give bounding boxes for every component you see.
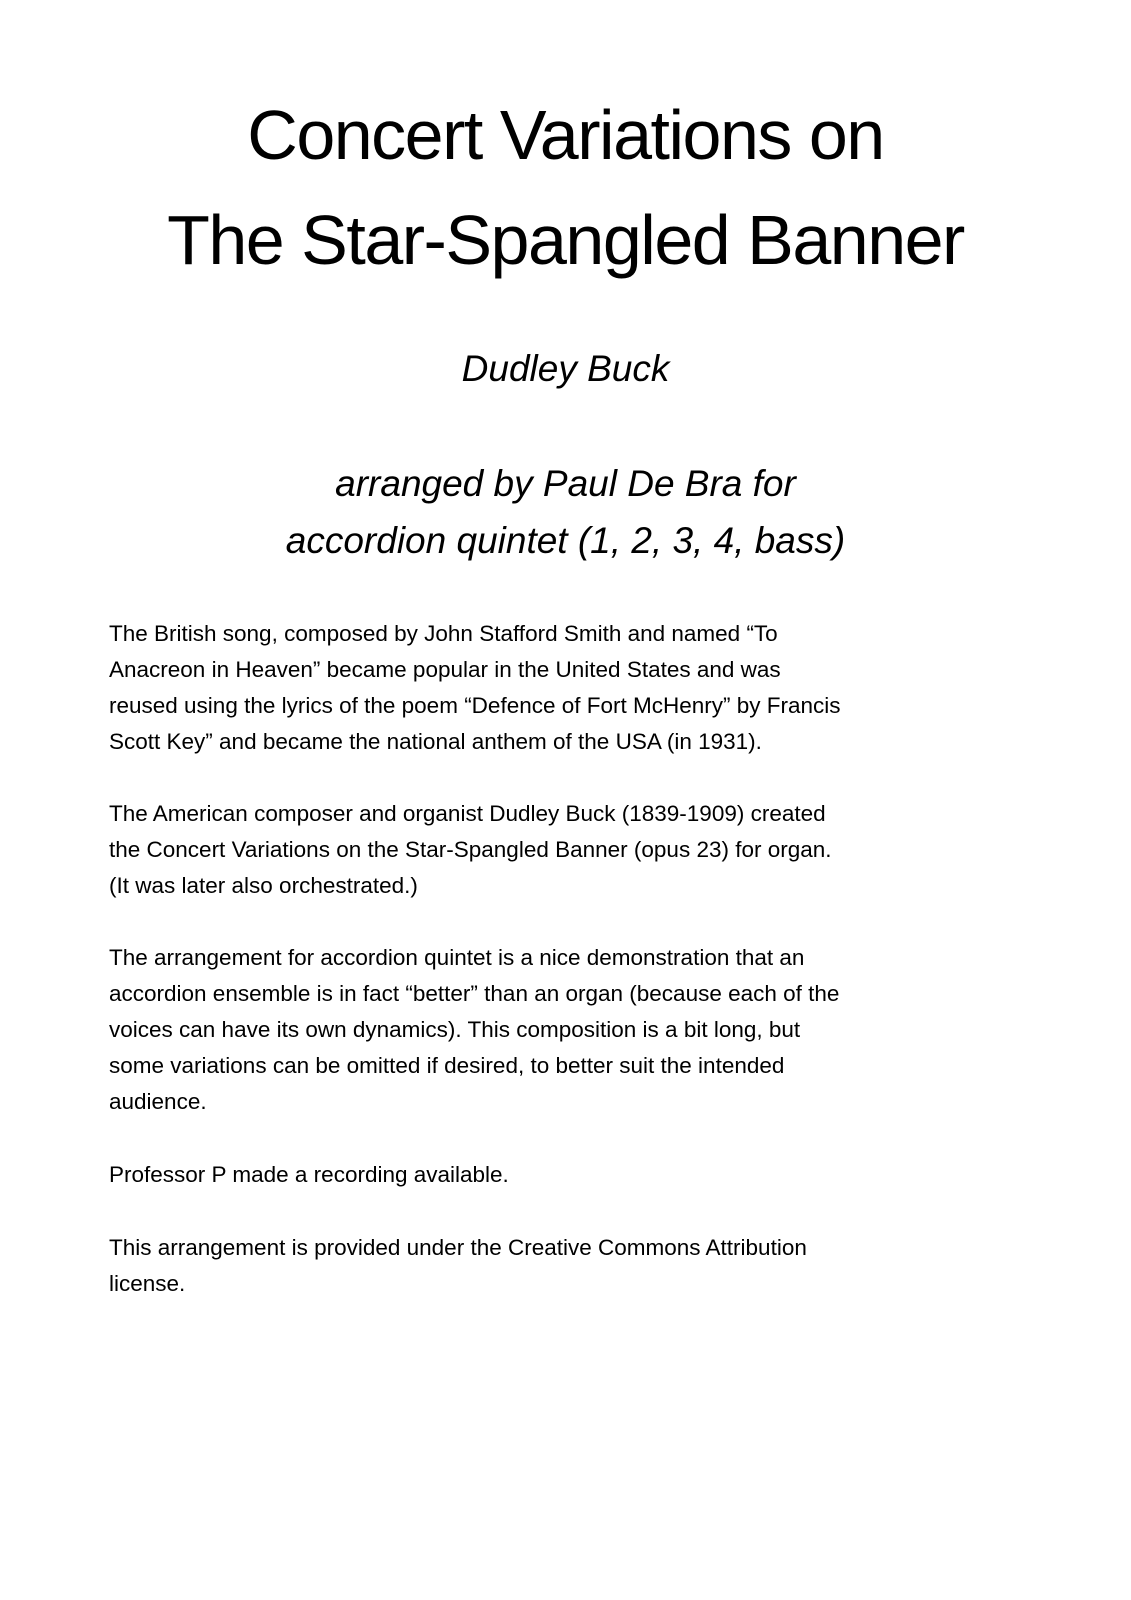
paragraph-arrangement-notes: [109, 940, 1019, 1120]
paragraph-recording: [109, 1157, 1019, 1193]
arranger-line-1: arranged by Paul De Bra for: [335, 463, 796, 504]
paragraph-song-history: [109, 616, 1019, 760]
paragraph-line: audience.: [109, 1089, 207, 1114]
paragraph-line: Anacreon in Heaven” became popular in the United States and was: [109, 657, 781, 682]
title-line-1: Concert Variations on: [247, 96, 884, 174]
paragraph-line: reused using the lyrics of the poem “Defence of Fort McHenry” by Francis: [109, 693, 841, 718]
paragraph-line: some variations can be omitted if desired, to better suit the intended: [109, 1053, 785, 1078]
composer-name: Dudley Buck: [461, 348, 670, 389]
paragraph-line: The British song, composed by John Stafford Smith and named “To: [109, 621, 778, 646]
paragraph-line: This arrangement is provided under the Creative Commons Attribution: [109, 1235, 807, 1260]
paragraph-line: Professor P made a recording available.: [109, 1162, 509, 1187]
paragraph-line: license.: [109, 1271, 186, 1296]
paragraph-composer-info: [109, 796, 1019, 904]
arranger-line-2: accordion quintet (1, 2, 3, 4, bass): [285, 520, 846, 561]
paragraph-line: voices can have its own dynamics). This composition is a bit long, but: [109, 1017, 801, 1042]
paragraph-line: The American composer and organist Dudley Buck (1839-1909) created: [109, 801, 826, 826]
paragraph-line: the Concert Variations on the Star-Spangled Banner (opus 23) for organ.: [109, 837, 832, 862]
paragraph-license: [109, 1230, 1019, 1302]
title-line-2: The Star-Spangled Banner: [167, 201, 964, 279]
paragraph-line: accordion ensemble is in fact “better” than an organ (because each of the: [109, 981, 840, 1006]
paragraph-line: Scott Key” and became the national anthem of the USA (in 1931).: [109, 729, 762, 754]
paragraph-line: (It was later also orchestrated.): [109, 873, 418, 898]
paragraph-line: The arrangement for accordion quintet is a nice demonstration that an: [109, 945, 805, 970]
